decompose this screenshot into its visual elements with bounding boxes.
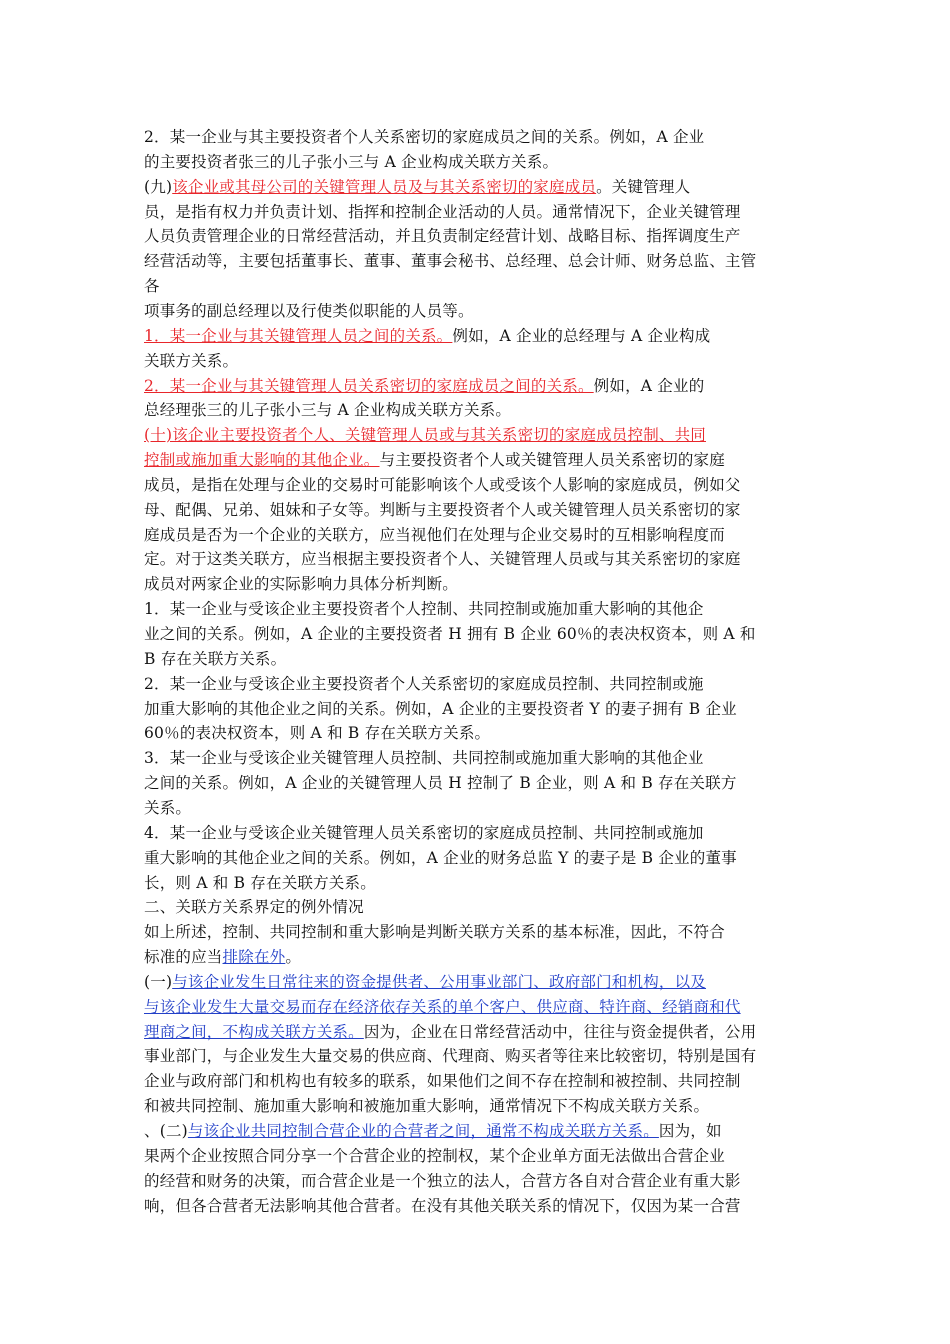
text-segment: 成员，是指在处理与企业的交易时可能影响该个人或受该个人影响的家庭成员，例如父 bbox=[144, 475, 741, 494]
text-segment: 重大影响的其他企业之间的关系。例如，A 企业的财务总监 Y 的妻子是 B 企业的董事 bbox=[144, 848, 737, 867]
text-segment: 二、关联方关系界定的例外情况 bbox=[144, 898, 364, 917]
text-line bbox=[144, 126, 704, 148]
text-segment: 因为，如 bbox=[658, 1122, 722, 1140]
text-segment: 2．某一企业与其主要投资者个人关系密切的家庭成员之间的关系。例如，A 企业 bbox=[144, 128, 705, 146]
text-line bbox=[144, 548, 741, 570]
highlighted-text-segment: 与该企业共同控制合营企业的合营者之间，通常不构成关联方关系。 bbox=[187, 1122, 659, 1140]
text-line bbox=[144, 399, 511, 421]
text-segment: 响，但各合营者无法影响其他合营者。在没有其他关联关系的情况下，仅因为某一合营 bbox=[144, 1196, 741, 1215]
text-segment: 经营活动等，主要包括董事长、董事、董事会秘书、总经理、总会计师、财务总监、主管 bbox=[144, 252, 757, 271]
text-line bbox=[144, 623, 756, 645]
text-segment: 母、配偶、兄弟、姐妹和子女等。判断与主要投资者个人或关键管理人员关系密切的家 bbox=[144, 500, 741, 519]
text-line bbox=[144, 648, 286, 670]
text-line bbox=[144, 1045, 756, 1067]
text-line bbox=[144, 275, 160, 297]
highlighted-text-segment: 控制或施加重大影响的其他企业。 bbox=[144, 451, 380, 470]
text-segment: 长，则 A 和 B 存在关联方关系。 bbox=[144, 873, 376, 892]
text-segment: 定。对于这类关联方，应当根据主要投资者个人、关键管理人员或与其关系密切的家庭 bbox=[144, 550, 741, 569]
text-segment: 、(二) bbox=[144, 1122, 188, 1140]
text-segment: 人员负责管理企业的日常经营活动，并且负责制定经营计划、战略目标、指挥调度生产 bbox=[144, 227, 741, 246]
text-segment: 事业部门，与企业发生大量交易的供应商、代理商、购买者等往来比较密切，特别是国有 bbox=[144, 1047, 757, 1066]
highlighted-text-segment: 2．某一企业与其关键管理人员关系密切的家庭成员之间的关系。 bbox=[144, 376, 594, 395]
text-line bbox=[144, 375, 704, 397]
text-segment: 如上所述，控制、共同控制和重大影响是判断关联方关系的基本标准，因此，不符合 bbox=[144, 923, 725, 942]
text-line bbox=[144, 524, 725, 546]
highlighted-text-segment: 排除在外 bbox=[222, 948, 286, 967]
text-line bbox=[144, 747, 704, 769]
text-segment: 业之间的关系。例如，A 企业的主要投资者 H 拥有 B 企业 60％的表决权资本，则 A 和 bbox=[144, 625, 756, 643]
text-line bbox=[144, 1120, 722, 1142]
text-segment: 60％的表决权资本，则 A 和 B 存在关联方关系。 bbox=[144, 724, 491, 743]
text-line bbox=[144, 151, 558, 173]
text-line bbox=[144, 598, 704, 620]
text-segment: 各 bbox=[144, 277, 160, 296]
text-segment: 项事务的副总经理以及行使类似职能的人员等。 bbox=[144, 301, 474, 320]
text-segment: 加重大影响的其他企业之间的关系。例如，A 企业的主要投资者 Y 的妻子拥有 B 企业 bbox=[144, 699, 737, 718]
text-line bbox=[144, 573, 458, 595]
text-line bbox=[144, 176, 690, 198]
text-line bbox=[144, 1195, 741, 1217]
text-line bbox=[144, 847, 737, 869]
highlighted-text-segment: (十)该企业主要投资者个人、关键管理人员或与其关系密切的家庭成员控制、共同 bbox=[144, 426, 706, 445]
text-line bbox=[144, 1095, 709, 1117]
highlighted-text-segment: 与该企业发生大量交易而存在经济依存关系的单个客户、供应商、特许商、经销商和代 bbox=[144, 997, 741, 1016]
text-line bbox=[144, 350, 238, 372]
text-line bbox=[144, 474, 741, 496]
text-segment: 。 bbox=[285, 948, 302, 967]
text-line bbox=[144, 673, 704, 695]
text-segment: (九) bbox=[144, 177, 173, 196]
text-segment: 3．某一企业与受该企业关键管理人员控制、共同控制或施加重大影响的其他企业 bbox=[144, 749, 704, 768]
text-line bbox=[144, 921, 725, 943]
highlighted-text-segment: 与该企业发生日常往来的资金提供者、公用事业部门、政府部门和机构，以及 bbox=[172, 972, 707, 991]
text-line bbox=[144, 1070, 741, 1092]
text-segment: 标准的应当 bbox=[144, 948, 223, 967]
text-segment: 与主要投资者个人或关键管理人员关系密切的家庭 bbox=[379, 451, 725, 470]
text-segment: B 存在关联方关系。 bbox=[144, 649, 287, 668]
text-segment: 的经营和财务的决策，而合营企业是一个独立的法人，合营方各自对合营企业有重大影 bbox=[144, 1171, 741, 1190]
text-segment: 之间的关系。例如，A 企业的关键管理人员 H 控制了 B 企业，则 A 和 B 存在关联方 bbox=[144, 774, 737, 793]
text-segment: 例如，A 企业的总经理与 A 企业构成 bbox=[452, 326, 711, 345]
text-line bbox=[144, 971, 706, 993]
text-segment: 总经理张三的儿子张小三与 A 企业构成关联方关系。 bbox=[144, 401, 512, 420]
text-segment: 关联方关系。 bbox=[144, 351, 239, 370]
text-segment: 。关键管理人 bbox=[596, 177, 691, 196]
text-line bbox=[144, 772, 737, 794]
text-segment: 因为，企业在日常经营活动中，往往与资金提供者，公用 bbox=[363, 1022, 757, 1041]
highlighted-text-segment: 理商之间，不构成关联方关系。 bbox=[144, 1022, 364, 1041]
text-line bbox=[144, 499, 741, 521]
text-segment: 例如，A 企业的 bbox=[593, 376, 705, 395]
text-segment: 成员对两家企业的实际影响力具体分析判断。 bbox=[144, 575, 459, 594]
text-segment: 员，是指有权力并负责计划、指挥和控制企业活动的人员。通常情况下，企业关键管理 bbox=[144, 202, 741, 221]
text-segment: 1．某一企业与受该企业主要投资者个人控制、共同控制或施加重大影响的其他企 bbox=[144, 600, 704, 619]
text-segment: 和被共同控制、施加重大影响和被施加重大影响，通常情况下不构成关联方关系。 bbox=[144, 1097, 710, 1116]
text-line bbox=[144, 1145, 725, 1167]
text-line bbox=[144, 896, 364, 918]
text-line bbox=[144, 698, 737, 720]
text-line bbox=[144, 300, 474, 322]
text-line bbox=[144, 1021, 756, 1043]
text-segment: (一) bbox=[144, 972, 173, 991]
text-segment: 企业与政府部门和机构也有较多的联系，如果他们之间不存在控制和被控制、共同控制 bbox=[144, 1072, 741, 1091]
highlighted-text-segment: 该企业或其母公司的关键管理人员及与其关系密切的家庭成员 bbox=[172, 177, 597, 196]
text-line bbox=[144, 201, 741, 223]
text-line bbox=[144, 424, 706, 446]
text-segment: 2．某一企业与受该企业主要投资者个人关系密切的家庭成员控制、共同控制或施 bbox=[144, 674, 704, 693]
text-line bbox=[144, 822, 704, 844]
text-segment: 的主要投资者张三的儿子张小三与 A 企业构成关联方关系。 bbox=[144, 152, 559, 171]
text-segment: 4．某一企业与受该企业关键管理人员关系密切的家庭成员控制、共同控制或施加 bbox=[144, 823, 704, 842]
text-line bbox=[144, 1170, 741, 1192]
text-segment: 庭成员是否为一个企业的关联方，应当视他们在处理与企业交易时的互相影响程度而 bbox=[144, 525, 725, 544]
text-line bbox=[144, 797, 191, 819]
text-segment: 关系。 bbox=[144, 798, 192, 817]
highlighted-text-segment: 1．某一企业与其关键管理人员之间的关系。 bbox=[144, 326, 453, 345]
text-line bbox=[144, 996, 741, 1018]
text-line bbox=[144, 250, 756, 272]
text-line bbox=[144, 722, 490, 744]
text-segment: 果两个企业按照合同分享一个合营企业的控制权，某个企业单方面无法做出合营企业 bbox=[144, 1146, 725, 1165]
text-line bbox=[144, 449, 725, 471]
text-line bbox=[144, 946, 301, 968]
text-line bbox=[144, 225, 741, 247]
text-line bbox=[144, 872, 376, 894]
text-line bbox=[144, 325, 710, 347]
